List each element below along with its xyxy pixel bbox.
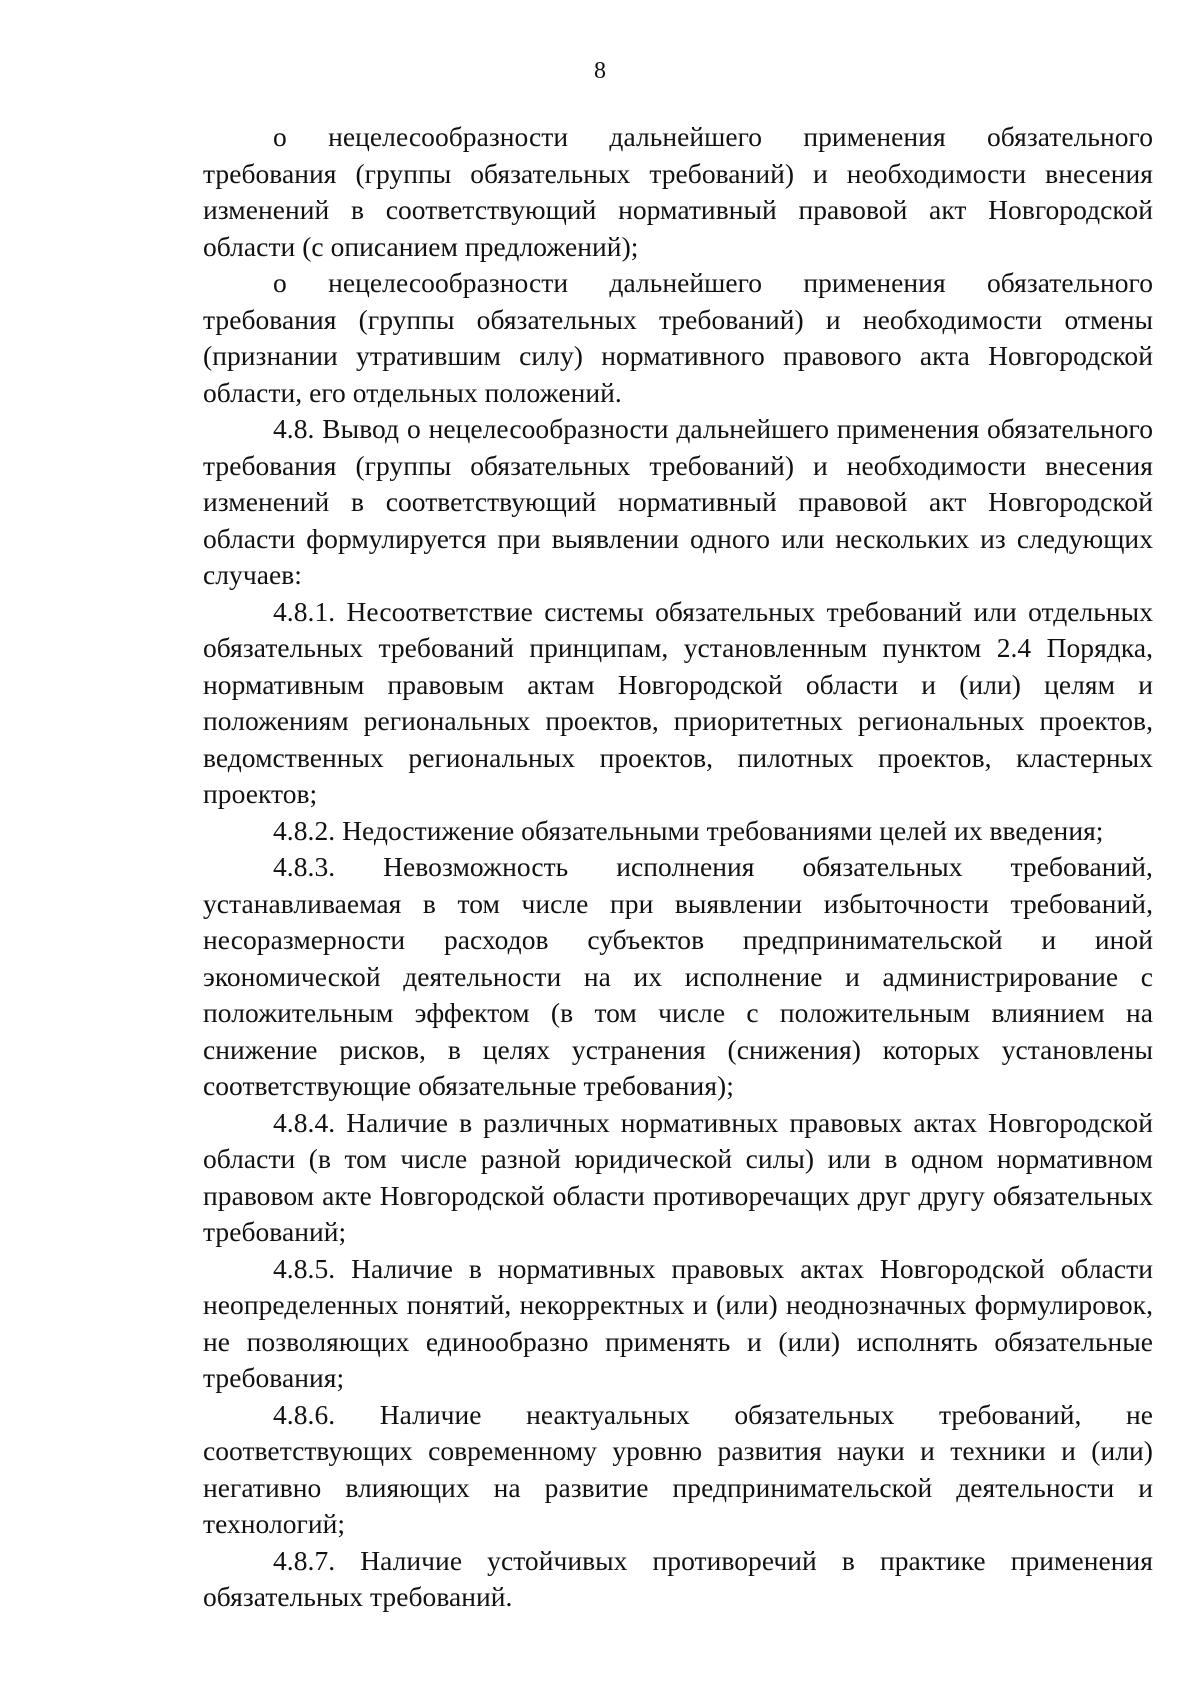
paragraph-4-8-7: 4.8.7. Наличие устойчивых противоречий в практике применения обязательных требований. (203, 1544, 1153, 1612)
document-body (203, 119, 1153, 1616)
paragraph-4-8-2: 4.8.2. Недостижение обязательными требованиями целей их введения; (273, 814, 1104, 846)
page-number: 8 (594, 58, 606, 84)
paragraph-4-8-4: 4.8.4. Наличие в различных нормативных правовых актах Новгородской области (в том числе разной юридической силы) или в одном нормативном правовом акте Новгородской области противоречащих друг другу обязательных требований; (203, 1106, 1153, 1247)
paragraph-4-8: 4.8. Вывод о нецелесообразности дальнейшего применения обязательного требования (группы обязательных требований) и необходимости внесения изменений в соответствующий нормативный правовой акт Новгородской области формулируется при выявлении одного или нескольких из следующих случаев: (203, 413, 1153, 590)
paragraph-4-8-1: 4.8.1. Несоответствие системы обязательных требований или отдельных обязательных требований принципам, установленным пунктом 2.4 Порядка, нормативным правовым актам Новгородской области и (или) целям и положениям региональных проектов, приоритетных региональных проектов, ведомственных региональных проектов, пилотных проектов, кластерных проектов; (203, 595, 1153, 809)
paragraph-proposal-repeal: о нецелесообразности дальнейшего применения обязательного требования (группы обязательных требований) и необходимости отмены (признании утратившим силу) нормативного правового акта Новгородской области, его отдельных положений. (203, 267, 1153, 408)
paragraph-4-8-6: 4.8.6. Наличие неактуальных обязательных требований, не соответствующих современному уровню развития науки и техники и (или) негативно влияющих на развитие предпринимательской деятельности и технологий; (203, 1398, 1153, 1539)
paragraph-proposal-amend: о нецелесообразности дальнейшего применения обязательного требования (группы обязательных требований) и необходимости внесения изменений в соответствующий нормативный правовой акт Новгородской области (с описанием предложений); (203, 121, 1153, 262)
paragraph-4-8-5: 4.8.5. Наличие в нормативных правовых актах Новгородской области неопределенных понятий, некорректных и (или) неоднозначных формулировок, не позволяющих единообразно применять и (или) исполнять обязательные требования; (203, 1252, 1153, 1393)
paragraph-4-8-3: 4.8.3. Невозможность исполнения обязательных требований, устанавливаемая в том числе при выявлении избыточности требований, несоразмерности расходов субъектов предпринимательской и иной экономической деятельности на их исполнение и администрирование с положительным эффектом (в том числе с положительным влиянием на снижение рисков, в целях устранения (снижения) которых установлены соответствующие обязательные требования); (203, 851, 1153, 1101)
